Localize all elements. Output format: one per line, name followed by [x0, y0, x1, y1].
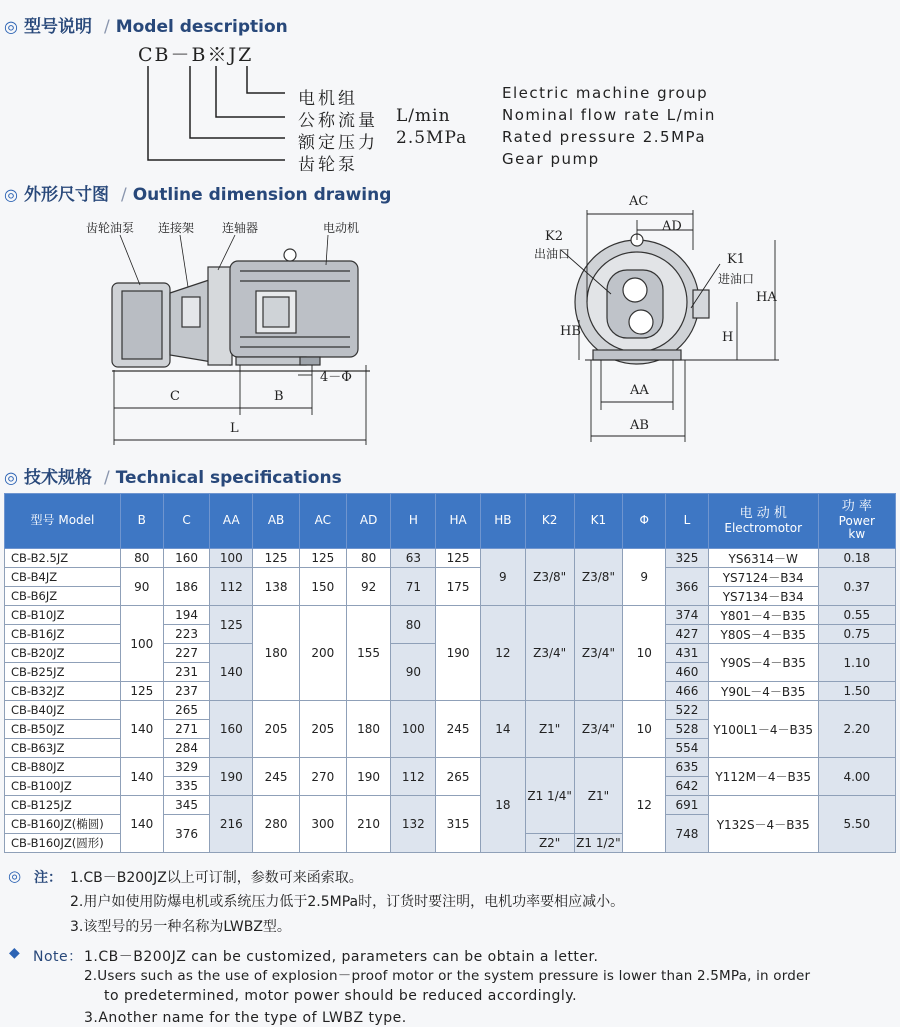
cell-L: 466	[666, 682, 709, 701]
cell-phi: 10	[623, 606, 666, 701]
model-item-3-zh: 额定压力	[298, 133, 378, 153]
cell-AB: 245	[253, 758, 300, 796]
cell-C: 194	[163, 606, 210, 625]
cell-H: 63	[391, 549, 436, 568]
cell-B: 125	[120, 682, 163, 701]
cell-HB: 12	[480, 606, 525, 701]
col-header-model: 型号 Model	[5, 494, 121, 549]
cell-H: 132	[391, 796, 436, 853]
cell-C: 284	[163, 739, 210, 758]
model-cell: CB-B125JZ	[5, 796, 121, 815]
cell-phi: 9	[623, 549, 666, 606]
cell-AD: 80	[346, 549, 391, 568]
model-cell: CB-B40JZ	[5, 701, 121, 720]
model-item-2-en: Nominal flow rate L/min	[502, 106, 716, 124]
cell-motor: Y112M－4－B35	[708, 758, 818, 796]
notes-zh-label: 注：	[34, 870, 62, 886]
model-item-2-zh: 公称流量	[298, 111, 378, 131]
label-coupling: 连轴器	[222, 221, 259, 235]
table-row	[5, 758, 896, 777]
specs-heading: ◎ 技术规格 / Technical specifications	[4, 468, 342, 488]
model-item-4-en: Gear pump	[502, 150, 600, 168]
label-motor: 电动机	[323, 221, 360, 235]
cell-motor: Y132S－4－B35	[708, 796, 818, 853]
model-cell: CB-B6JZ	[5, 587, 121, 606]
cell-L: 748	[666, 815, 709, 853]
dim-HA: HA	[756, 290, 777, 305]
cell-B: 80	[120, 549, 163, 568]
col-header-motor	[708, 494, 818, 549]
motor-header-zh: 电 动 机	[739, 505, 787, 521]
cell-AA: 125	[210, 606, 253, 644]
notes-zh-item-3: 3.该型号的另一种名称为LWBZ型。	[70, 919, 291, 935]
cell-H: 100	[391, 701, 436, 758]
cell-B: 140	[120, 701, 163, 758]
cell-HB: 14	[480, 701, 525, 758]
col-header-H: H	[391, 494, 436, 549]
model-item-3-en: Rated pressure 2.5MPa	[502, 128, 707, 146]
cell-HA: 190	[436, 606, 481, 701]
cell-HA: 315	[436, 796, 481, 853]
cell-C: 223	[163, 625, 210, 644]
model-cell: CB-B2.5JZ	[5, 549, 121, 568]
dim-B: B	[274, 389, 284, 404]
cell-AD: 190	[346, 758, 391, 796]
notes-zh-item-2: 2.用户如使用防爆电机或系统压力低于2.5MPa时，订货时要注明，电机功率要相应减小。	[70, 894, 625, 910]
cell-C: 265	[163, 701, 210, 720]
cell-power: 0.55	[818, 606, 895, 625]
model-cell: CB-B63JZ	[5, 739, 121, 758]
model-item-1-en: Electric machine group	[502, 84, 709, 102]
cell-L: 635	[666, 758, 709, 777]
col-header-power	[818, 494, 895, 549]
col-header-HA: HA	[436, 494, 481, 549]
cell-L: 691	[666, 796, 709, 815]
bullet-icon: ◎	[4, 17, 18, 36]
notes-en-item-3: 3.Another name for the type of LWBZ type.	[84, 1010, 407, 1026]
cell-K2: Z3/4"	[525, 606, 574, 701]
model-cell: CB-B80JZ	[5, 758, 121, 777]
col-header-C: C	[163, 494, 210, 549]
cell-L: 431	[666, 644, 709, 663]
label-outlet: 出油口	[534, 247, 571, 261]
dim-AA: AA	[630, 383, 649, 398]
cell-motor: YS6314－W	[708, 549, 818, 568]
label-inlet: 进油口	[718, 272, 755, 286]
cell-C: 186	[163, 568, 210, 606]
cell-K1: Z3/4"	[574, 606, 623, 701]
cell-AC: 200	[299, 606, 346, 701]
cell-H: 112	[391, 758, 436, 796]
dim-HB: HB	[560, 324, 581, 339]
notes-zh-item-1: 1.CB－B200JZ以上可订制，参数可来函索取。	[70, 870, 363, 886]
model-item-2-value: L/min	[396, 106, 451, 126]
cell-AC: 205	[299, 701, 346, 758]
model-cell: CB-B160JZ(椭圆)	[5, 815, 121, 834]
model-cell: CB-B16JZ	[5, 625, 121, 644]
cell-phi: 10	[623, 701, 666, 758]
cell-motor: Y90S－4－B35	[708, 644, 818, 682]
cell-power: 0.18	[818, 549, 895, 568]
cell-AA: 112	[210, 568, 253, 606]
cell-AB: 205	[253, 701, 300, 758]
cell-L: 522	[666, 701, 709, 720]
cell-L: 554	[666, 739, 709, 758]
cell-AD: 210	[346, 796, 391, 853]
cell-C: 231	[163, 663, 210, 682]
col-header-K1: K1	[574, 494, 623, 549]
cell-K2: Z1 1/4"	[525, 758, 574, 834]
cell-K1: Z1"	[574, 758, 623, 834]
cell-HA: 175	[436, 568, 481, 606]
cell-L: 528	[666, 720, 709, 739]
col-header-phi: Φ	[623, 494, 666, 549]
dim-AB: AB	[630, 418, 649, 433]
dim-AD: AD	[662, 219, 682, 234]
model-cell: CB-B50JZ	[5, 720, 121, 739]
col-header-AD: AD	[346, 494, 391, 549]
side-view-drawing	[100, 225, 380, 450]
cell-AB: 180	[253, 606, 300, 701]
model-heading: ◎ 型号说明 / Model description	[4, 17, 288, 37]
front-view-drawing	[525, 190, 795, 450]
cell-L: 325	[666, 549, 709, 568]
cell-C: 335	[163, 777, 210, 796]
cell-B: 100	[120, 606, 163, 682]
dim-C: C	[170, 389, 180, 404]
cell-AD: 92	[346, 568, 391, 606]
cell-motor: Y80S－4－B35	[708, 625, 818, 644]
notes-en-diamond-icon: ◆	[9, 945, 20, 961]
motor-header-en: Electromotor	[724, 520, 803, 535]
model-cell: CB-B20JZ	[5, 644, 121, 663]
model-item-4-zh: 齿轮泵	[298, 155, 358, 175]
cell-L: 427	[666, 625, 709, 644]
cell-K2: Z1"	[525, 701, 574, 758]
cell-power: 0.75	[818, 625, 895, 644]
cell-H: 80	[391, 606, 436, 644]
model-cell: CB-B10JZ	[5, 606, 121, 625]
cell-AB: 280	[253, 796, 300, 853]
bullet-icon: ◎	[4, 185, 18, 204]
model-item-1-zh: 电机组	[298, 89, 358, 109]
cell-C: 271	[163, 720, 210, 739]
cell-phi: 12	[623, 758, 666, 853]
notes-en-item-2: 2.Users such as the use of explosion－proof motor or the system pressure is lower than 2.5MPa, in order	[84, 968, 811, 984]
cell-AA: 140	[210, 644, 253, 701]
dim-holes: 4－Φ	[320, 370, 352, 385]
notes-en-item-2-cont: to predetermined, motor power should be reduced accordingly.	[104, 988, 578, 1004]
cell-power: 1.10	[818, 644, 895, 682]
label-bracket: 连接架	[158, 221, 195, 235]
cell-H: 90	[391, 644, 436, 701]
model-cell: CB-B25JZ	[5, 663, 121, 682]
cell-B: 90	[120, 568, 163, 606]
cell-K1: Z1 1/2"	[574, 834, 623, 853]
cell-AC: 125	[299, 549, 346, 568]
power-header-en: Power	[838, 513, 875, 528]
model-code-leader-lines	[0, 0, 900, 180]
cell-AD: 180	[346, 701, 391, 758]
cell-H: 71	[391, 568, 436, 606]
cell-L: 374	[666, 606, 709, 625]
cell-C: 376	[163, 815, 210, 853]
notes-en-label: Note：	[33, 949, 83, 965]
cell-HA: 265	[436, 758, 481, 796]
table-row	[5, 701, 896, 720]
cell-AB: 125	[253, 549, 300, 568]
cell-K2: Z3/8"	[525, 549, 574, 606]
cell-C: 160	[163, 549, 210, 568]
col-header-AA: AA	[210, 494, 253, 549]
cell-power: 2.20	[818, 701, 895, 758]
cell-L: 642	[666, 777, 709, 796]
col-header-L: L	[666, 494, 709, 549]
cell-motor: YS7134－B34	[708, 587, 818, 606]
cell-K1: Z3/4"	[574, 701, 623, 758]
table-row	[5, 796, 896, 815]
cell-K2: Z2"	[525, 834, 574, 853]
cell-HB: 18	[480, 758, 525, 853]
cell-L: 366	[666, 568, 709, 606]
spec-table	[4, 493, 896, 853]
cell-AA: 216	[210, 796, 253, 853]
model-cell: CB-B4JZ	[5, 568, 121, 587]
cell-AB: 138	[253, 568, 300, 606]
notes-zh-bullet-icon: ◎	[8, 867, 22, 885]
dim-AC: AC	[629, 194, 649, 209]
model-cell: CB-B100JZ	[5, 777, 121, 796]
table-row	[5, 549, 896, 568]
cell-AA: 160	[210, 701, 253, 758]
power-header-unit: kw	[848, 527, 866, 542]
cell-HA: 245	[436, 701, 481, 758]
col-header-B: B	[120, 494, 163, 549]
dim-H: H	[722, 330, 734, 345]
model-cell: CB-B32JZ	[5, 682, 121, 701]
cell-power: 1.50	[818, 682, 895, 701]
model-cell: CB-B160JZ(圆形)	[5, 834, 121, 853]
cell-power: 0.37	[818, 568, 895, 606]
cell-C: 329	[163, 758, 210, 777]
cell-motor: Y801－4－B35	[708, 606, 818, 625]
cell-motor: YS7124－B34	[708, 568, 818, 587]
col-header-HB: HB	[480, 494, 525, 549]
spec-header-row	[5, 494, 896, 549]
cell-C: 345	[163, 796, 210, 815]
dim-K1: K1	[727, 252, 745, 267]
cell-HB: 9	[480, 549, 525, 606]
model-code: CB－B※JZ	[138, 44, 254, 66]
cell-AA: 100	[210, 549, 253, 568]
cell-power: 5.50	[818, 796, 895, 853]
dim-K2: K2	[545, 229, 563, 244]
cell-C: 227	[163, 644, 210, 663]
cell-K1: Z3/8"	[574, 549, 623, 606]
cell-B: 140	[120, 758, 163, 796]
cell-AA: 190	[210, 758, 253, 796]
col-header-AB: AB	[253, 494, 300, 549]
cell-AC: 150	[299, 568, 346, 606]
cell-AC: 300	[299, 796, 346, 853]
col-header-AC: AC	[299, 494, 346, 549]
power-header-zh: 功 率	[841, 498, 872, 514]
cell-AC: 270	[299, 758, 346, 796]
bullet-icon: ◎	[4, 468, 18, 487]
cell-HA: 125	[436, 549, 481, 568]
dim-L: L	[230, 421, 239, 436]
cell-motor: Y90L－4－B35	[708, 682, 818, 701]
table-row	[5, 606, 896, 625]
notes-en-item-1: 1.CB－B200JZ can be customized, parameters can be obtain a letter.	[84, 949, 599, 965]
cell-AD: 155	[346, 606, 391, 701]
model-item-3-value: 2.5MPa	[396, 128, 468, 148]
cell-B: 140	[120, 796, 163, 853]
label-gear-pump: 齿轮油泵	[86, 221, 135, 235]
cell-power: 4.00	[818, 758, 895, 796]
cell-L: 460	[666, 663, 709, 682]
table-row	[5, 568, 896, 587]
col-header-K2: K2	[525, 494, 574, 549]
cell-motor: Y100L1－4－B35	[708, 701, 818, 758]
outline-heading: ◎ 外形尺寸图 / Outline dimension drawing	[4, 185, 392, 205]
cell-C: 237	[163, 682, 210, 701]
